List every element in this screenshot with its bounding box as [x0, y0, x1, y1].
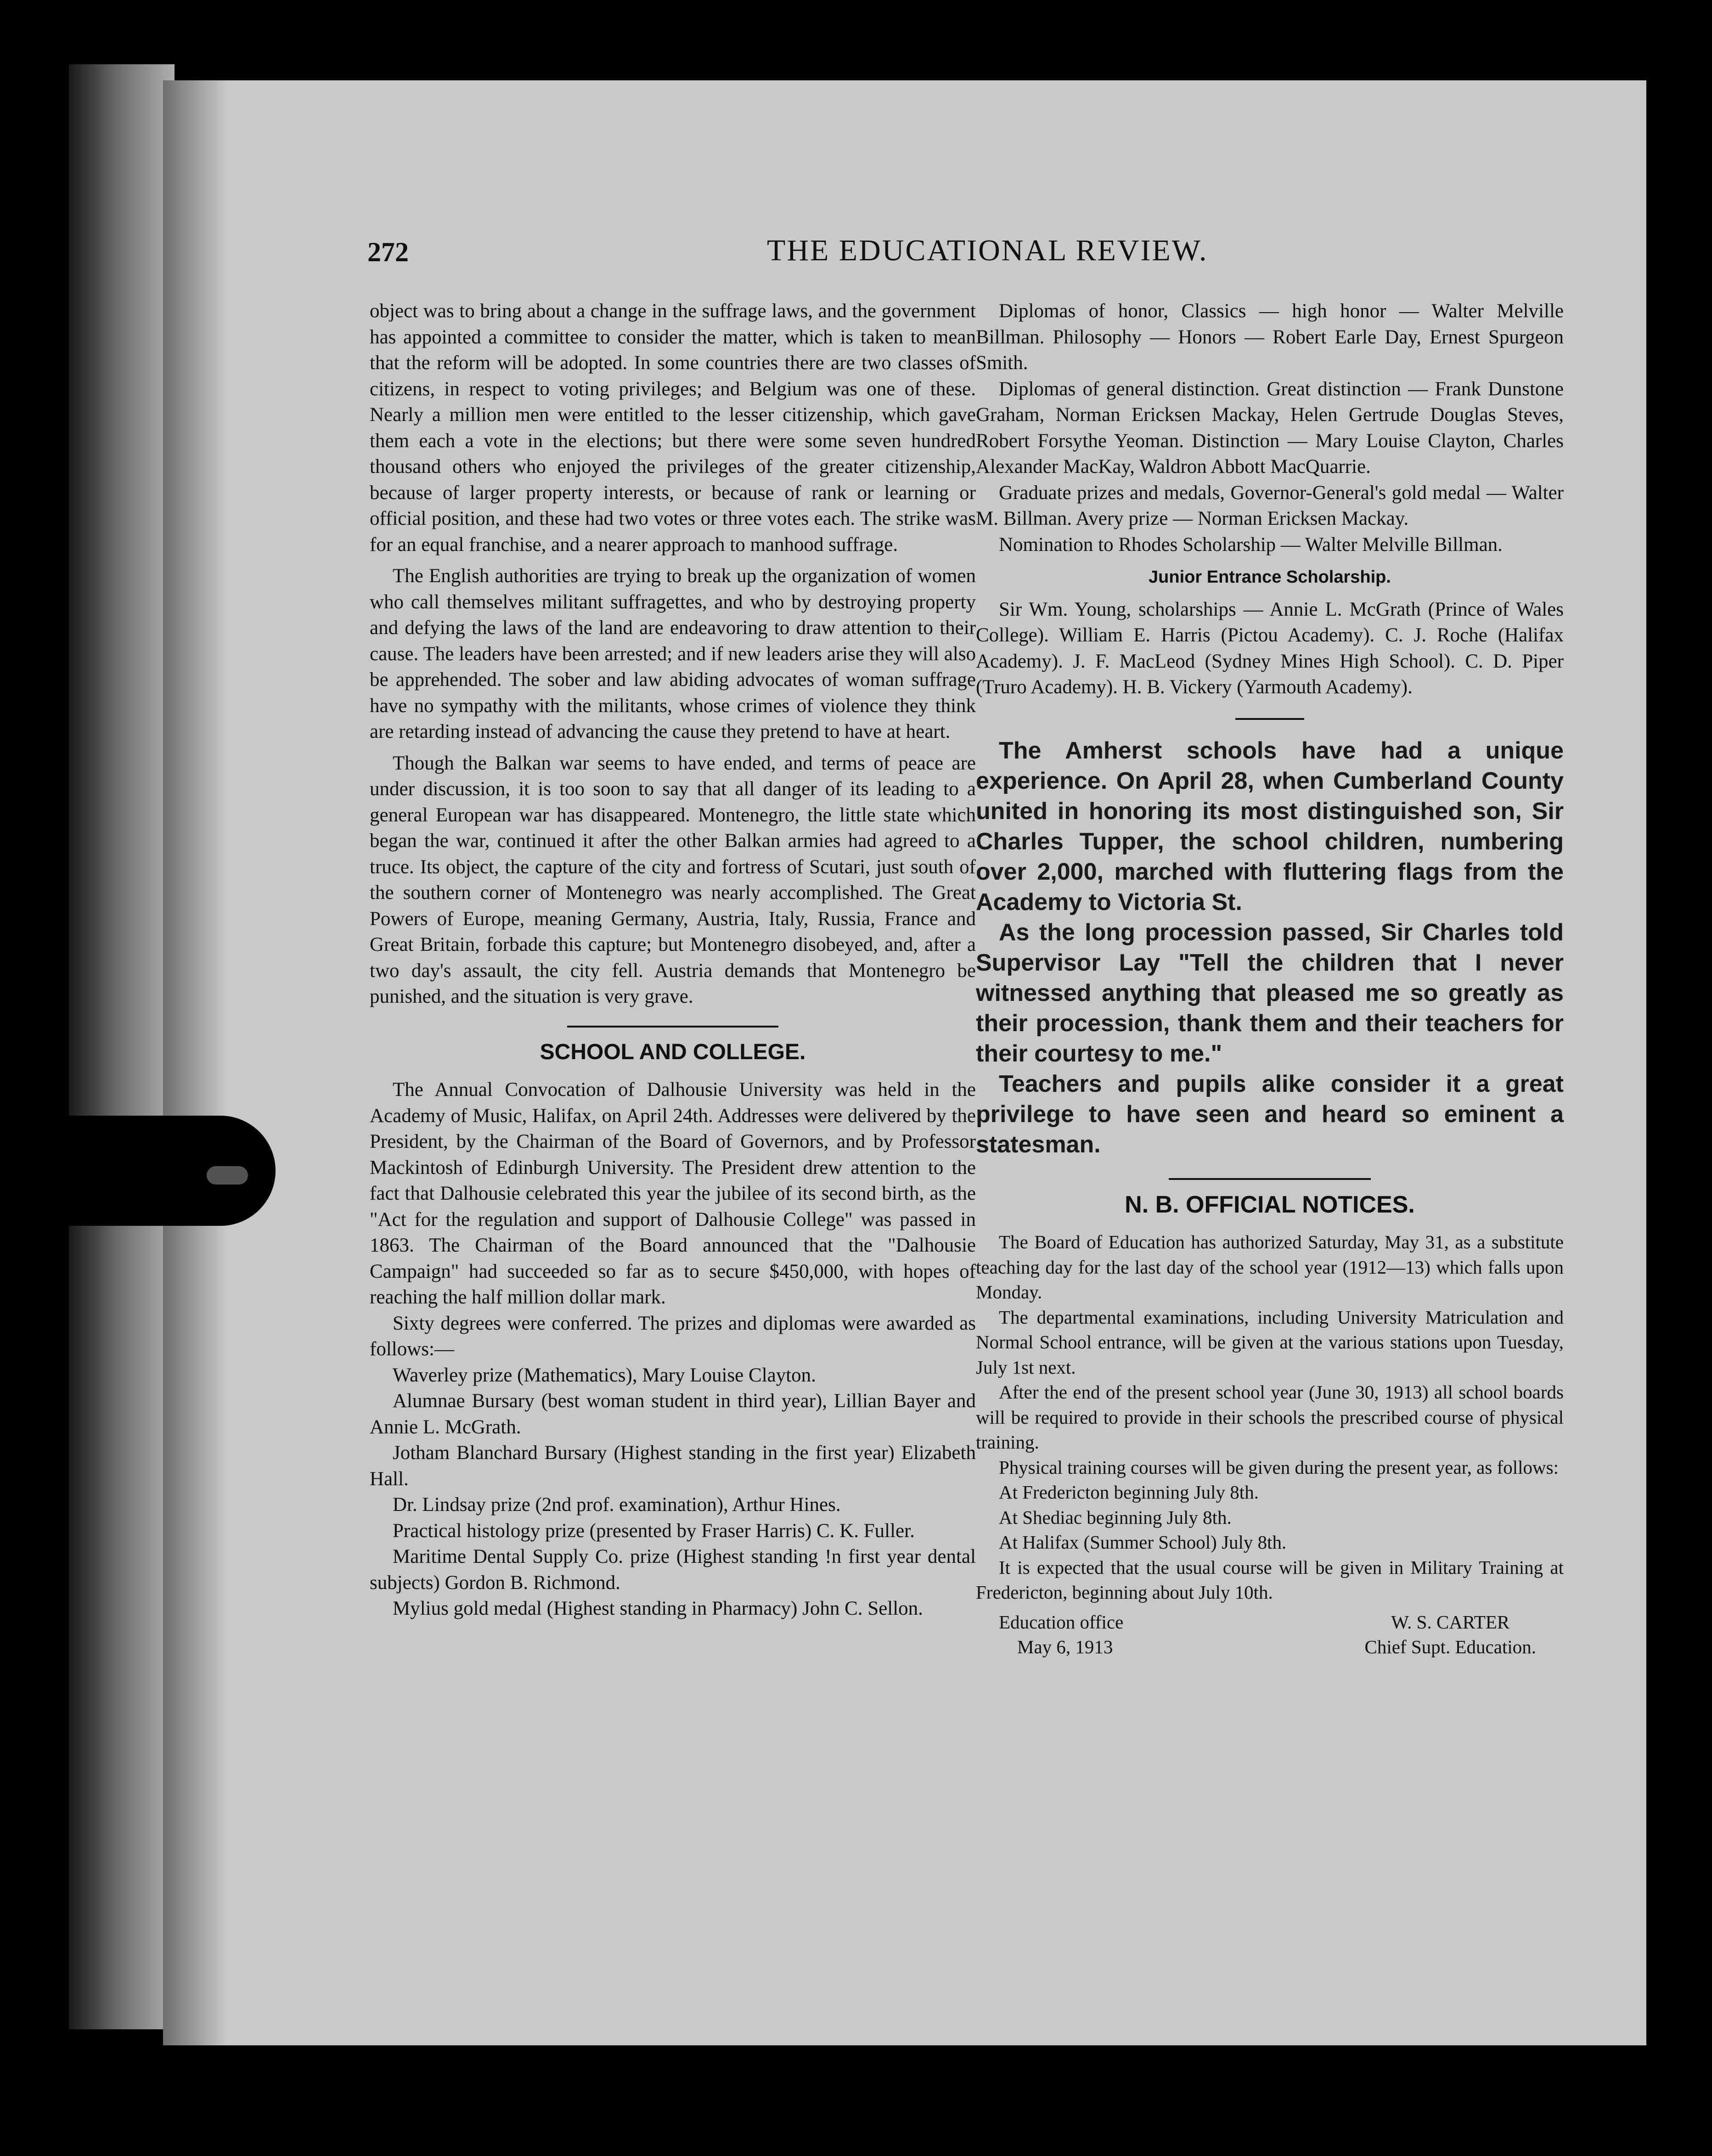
- paragraph: Teachers and pupils alike consider it a great privilege to have seen and heard so eminent a statesman.: [976, 1070, 1564, 1158]
- sig-office: Education office: [999, 1611, 1124, 1633]
- paragraph: As the long procession passed, Sir Charles told Supervisor Lay "Tell the children that I never witnessed anything that pleased me so greatly as their procession, thank them and their teachers for their courtesy to me.": [976, 919, 1564, 1067]
- paragraph: Physical training courses will be given during the present year, as follows:: [999, 1456, 1559, 1478]
- list-item: Nomination to Rhodes Scholarship — Walter Melville Billman.: [999, 533, 1503, 556]
- signature-block: [976, 1610, 1564, 1660]
- list-item: Mylius gold medal (Highest standing in Pharmacy) John C. Sellon.: [393, 1598, 923, 1619]
- paragraph: The departmental examinations, including University Matriculation and Normal School entrance, will be given at the various stations upon Tuesday, July 1st next.: [976, 1306, 1564, 1378]
- list-item: Waverley prize (Mathematics), Mary Louise Clayton.: [393, 1364, 816, 1386]
- paragraph: The Board of Education has authorized Saturday, May 31, as a substitute teaching day for the last day of the school year (1912—13) which falls upon Monday.: [976, 1231, 1564, 1303]
- section-heading: SCHOOL AND COLLEGE.: [540, 1039, 806, 1064]
- list-item: Diplomas of honor, Classics — high honor — Walter Melville Billman. Philosophy — Honors — Robert Earle Day, Ernest Spurgeon Smith.: [976, 300, 1564, 374]
- sig-name: W. S. CARTER: [1391, 1611, 1510, 1633]
- list-item: At Halifax (Summer School) July 8th.: [999, 1532, 1287, 1553]
- list-item: At Fredericton beginning July 8th.: [999, 1482, 1259, 1503]
- page-clip-highlight: [207, 1166, 248, 1185]
- list-item: Alumnae Bursary (best woman student in third year), Lillian Bayer and Annie L. McGrath.: [370, 1390, 976, 1438]
- paragraph: Though the Balkan war seems to have ended, and terms of peace are under discussion, it is too soon to say that all danger of its leading to a general European war has disappeared. Montenegro, the little state which began the war, continued it after the other Balkan armies had agreed to a truce. Its object, the capture of the city and fortress of Scutari, just south of the southern corner of Montenegro was nearly accomplished. The Great Powers of Europe, meaning Germany, Austria, Italy, Russia, France and Great Britain, forbade this capture; but Montenegro disobeyed, and, after a two day's assault, the city fell. Austria demands that Montenegro be punished, and the situation is very grave.: [370, 752, 976, 1007]
- paragraph: The English authorities are trying to break up the organization of women who call themselves militant suffragettes, and who by destroying property and defying the laws of the land are endeavoring to draw attention to their cause. The leaders have been arrested; and if new leaders arise they will also be apprehended. The sober and law abiding advocates of woman suffrage have no sympathy with the militants, whose crimes of violence they think are retarding instead of advancing the cause they pretend to have at heart.: [370, 565, 976, 742]
- sig-date: May 6, 1913: [1017, 1636, 1113, 1657]
- paragraph: After the end of the present school year (June 30, 1913) all school boards will be required to provide in their schools the prescribed course of physical training.: [976, 1381, 1564, 1453]
- list-item: Diplomas of general distinction. Great distinction — Frank Dunstone Graham, Norman Ericksen Mackay, Helen Gertrude Douglas Steves, Robert Forsythe Yeoman. Distinction — Mary Louise Clayton, Charles Alexander MacKay, Waldron Abbott MacQuarrie.: [976, 378, 1564, 477]
- paragraph: Sir Wm. Young, scholarships — Annie L. McGrath (Prince of Wales College). William E. Harris (Pictou Academy). C. J. Roche (Halifax Academy). J. F. MacLeod (Sydney Mines High School). C. D. Piper (Truro Academy). H. B. Vickery (Yarmouth Academy).: [976, 598, 1564, 698]
- paragraph: It is expected that the usual course will be given in Military Training at Fredericton, beginning about July 10th.: [976, 1556, 1564, 1603]
- paragraph: The Annual Convocation of Dalhousie University was held in the Academy of Music, Halifax, on April 24th. Addresses were delivered by the President, by the Chairman of the Board of Governors, and by Professor Mackintosh of Edinburgh University. The President drew attention to the fact that Dalhousie celebrated this year the jubilee of its second birth, as the "Act for the regulation and support of Dalhousie College" was passed in 1863. The Chairman of the Board announced that the "Dalhousie Campaign" had succeeded so far as to secure $450,000, with hopes of reaching the half million dollar mark.: [370, 1079, 976, 1308]
- section-rule: [567, 1026, 778, 1027]
- list-item: Dr. Lindsay prize (2nd prof. examination), Arthur Hines.: [393, 1494, 841, 1516]
- paragraph: object was to bring about a change in the suffrage laws, and the government has appointed a committee to consider the matter, which is taken to mean that the reform will be adopted. In some countries there are two classes of citizens, in respect to voting privileges; and Belgium was one of these. Nearly a million men were entitled to the lesser citizenship, which gave them each a vote in the elections; but there were some seven hundred thousand others who enjoyed the privileges of the greater citizenship, because of larger property interests, or because of rank or learning or official position, and these had two votes or three votes each. The strike was for an equal franchise, and a nearer approach to manhood suffrage.: [370, 300, 976, 556]
- official-notices: [976, 1230, 1564, 1660]
- page-number: 272: [367, 237, 409, 267]
- section-heading: N. B. OFFICIAL NOTICES.: [1125, 1191, 1415, 1218]
- subheading: Junior Entrance Scholarship.: [1149, 567, 1391, 587]
- list-item: At Shediac beginning July 8th.: [999, 1506, 1232, 1528]
- paragraph: Sixty degrees were conferred. The prizes and diplomas were awarded as follows:—: [370, 1312, 976, 1360]
- sig-title: Chief Supt. Education.: [1364, 1636, 1536, 1657]
- list-item: Maritime Dental Supply Co. prize (Highest standing !n first year dental subjects) Gordon B. Richmond.: [370, 1546, 976, 1594]
- running-head: THE EDUCATIONAL REVIEW.: [767, 234, 1208, 267]
- list-item: Practical histology prize (presented by Fraser Harris) C. K. Fuller.: [393, 1520, 915, 1542]
- paragraph: The Amherst schools have had a unique experience. On April 28, when Cumberland County united in honoring its most distinguished son, Sir Charles Tupper, the school children, numbering over 2,000, marched with fluttering flags from the Academy to Victoria St.: [976, 737, 1564, 915]
- section-rule: [1169, 1178, 1371, 1180]
- section-rule: [1235, 718, 1304, 720]
- left-column: [370, 298, 976, 1622]
- right-column: [976, 298, 1564, 1660]
- list-item: Graduate prizes and medals, Governor-General's gold medal — Walter M. Billman. Avery prize — Norman Ericksen Mackay.: [976, 482, 1564, 529]
- book-edge: [69, 64, 175, 2029]
- amherst-notice: [976, 736, 1564, 1160]
- list-item: Jotham Blanchard Bursary (Highest standing in the first year) Elizabeth Hall.: [370, 1442, 976, 1490]
- page-gutter-shadow: [163, 80, 227, 2045]
